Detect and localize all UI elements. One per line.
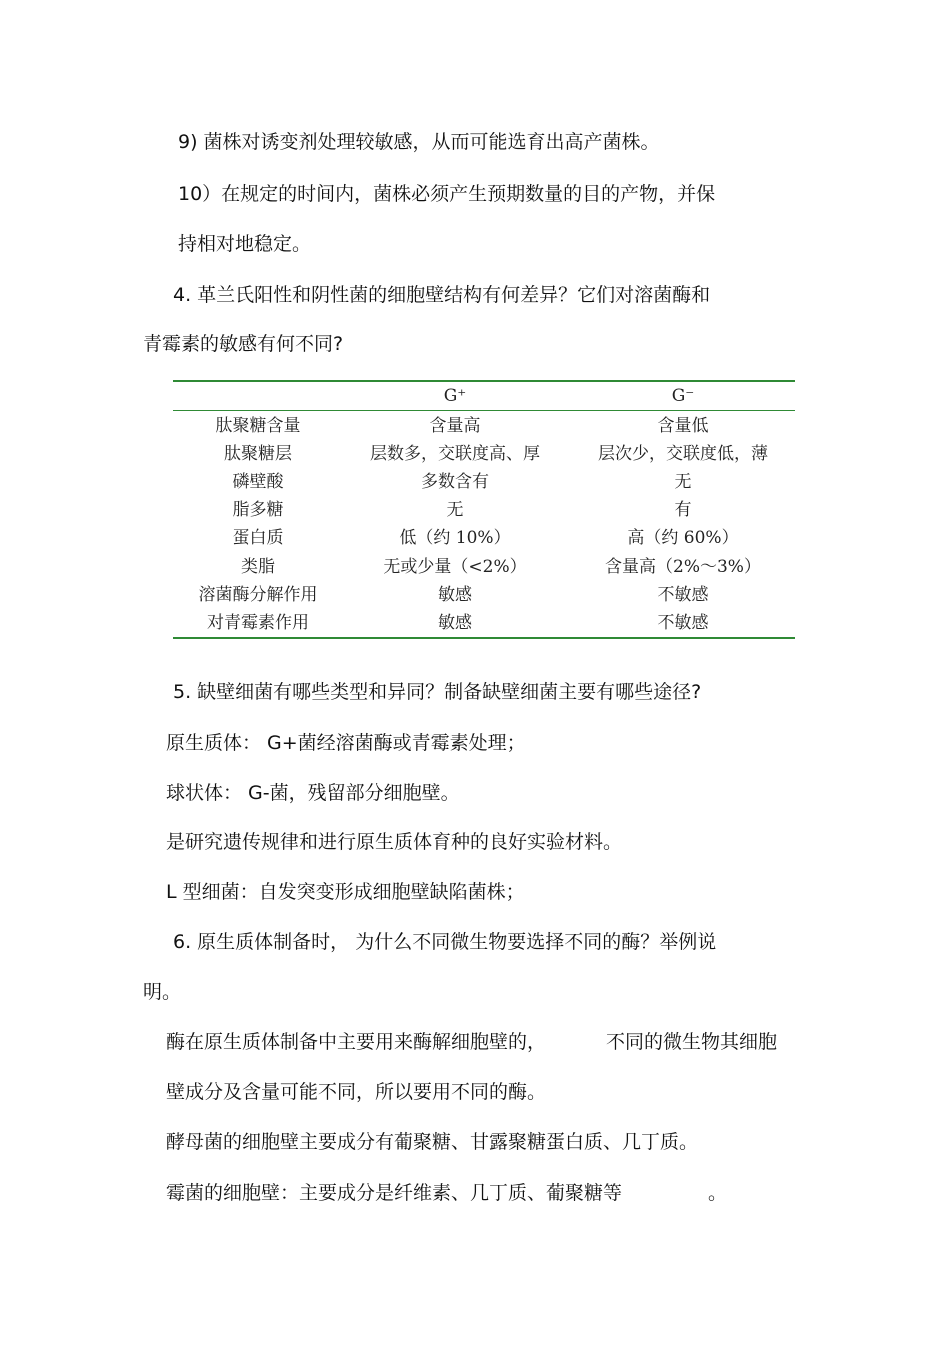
table-cell: 肽聚糖层 xyxy=(224,444,292,464)
table-cell: 低（约 10%） xyxy=(399,528,511,548)
paragraph-item-9: 9) 菌株对诱变剂处理较敏感，从而可能选育出高产菌株。 xyxy=(178,131,660,153)
table-bottom-rule xyxy=(173,637,795,639)
question-4-line1: 4. 革兰氏阳性和阴性菌的细胞壁结构有何差异？它们对溶菌酶和 xyxy=(173,284,711,306)
table-cell: 不敏感 xyxy=(657,585,709,605)
table-header-gminus: G⁻ xyxy=(671,386,695,406)
table-cell: 高（约 60%） xyxy=(627,528,739,548)
answer-5-spheroplast: 球状体： G-菌，残留部分细胞壁。 xyxy=(166,782,460,804)
answer-6-line1a: 酶在原生质体制备中主要用来酶解细胞壁的， xyxy=(166,1031,547,1053)
answer-5-l-form: L 型细菌：自发突变形成细胞壁缺陷菌株； xyxy=(166,881,525,903)
table-cell: 无 xyxy=(674,472,692,492)
table-cell: 脂多糖 xyxy=(232,500,284,520)
table-header-rule xyxy=(173,410,795,411)
table-cell: 蛋白质 xyxy=(232,528,284,548)
paragraph-item-10-line1: 10）在规定的时间内，菌株必须产生预期数量的目的产物，并保 xyxy=(178,183,716,205)
question-4-line2: 青霉素的敏感有何不同? xyxy=(143,333,344,355)
table-top-rule xyxy=(173,380,795,382)
table-cell: 含量低 xyxy=(657,416,709,436)
table-cell: 敏感 xyxy=(438,585,472,605)
table-cell: 类脂 xyxy=(241,557,275,577)
table-cell: 磷壁酸 xyxy=(232,472,284,492)
question-6-line2: 明。 xyxy=(143,981,182,1003)
table-cell: 肽聚糖含量 xyxy=(215,416,301,436)
table-cell: 含量高 xyxy=(429,416,481,436)
table-cell: 多数含有 xyxy=(421,472,489,492)
table-cell: 溶菌酶分解作用 xyxy=(198,585,318,605)
answer-6-mold-end: 。 xyxy=(708,1182,728,1204)
table-cell: 有 xyxy=(674,500,692,520)
answer-6-line1b: 不同的微生物其细胞 xyxy=(606,1031,778,1053)
answer-5-note: 是研究遗传规律和进行原生质体育种的良好实验材料。 xyxy=(166,831,623,853)
table-cell: 敏感 xyxy=(438,613,472,633)
table-cell: 无 xyxy=(446,500,464,520)
question-5: 5. 缺壁细菌有哪些类型和异同？制备缺壁细菌主要有哪些途径? xyxy=(173,681,702,703)
table-cell: 无或少量（<2%） xyxy=(383,557,527,577)
paragraph-item-10-line2: 持相对地稳定。 xyxy=(178,233,312,255)
table-cell: 对青霉素作用 xyxy=(207,613,309,633)
answer-6-mold: 霉菌的细胞壁：主要成分是纤维素、几丁质、葡聚糖等 xyxy=(166,1182,623,1204)
answer-6-yeast: 酵母菌的细胞壁主要成分有葡聚糖、甘露聚糖蛋白质、几丁质。 xyxy=(166,1131,699,1153)
table-cell: 不敏感 xyxy=(657,613,709,633)
question-6-line1: 6. 原生质体制备时， 为什么不同微生物要选择不同的酶？举例说 xyxy=(173,931,717,953)
table-header-gplus: G⁺ xyxy=(443,386,467,406)
table-cell: 层数多，交联度高、厚 xyxy=(370,444,540,464)
answer-5-protoplast: 原生质体： G+菌经溶菌酶或青霉素处理； xyxy=(166,732,526,754)
table-cell: 含量高（2%～3%） xyxy=(605,557,761,577)
answer-6-line2: 壁成分及含量可能不同，所以要用不同的酶。 xyxy=(166,1081,547,1103)
table-cell: 层次少，交联度低，薄 xyxy=(598,444,768,464)
